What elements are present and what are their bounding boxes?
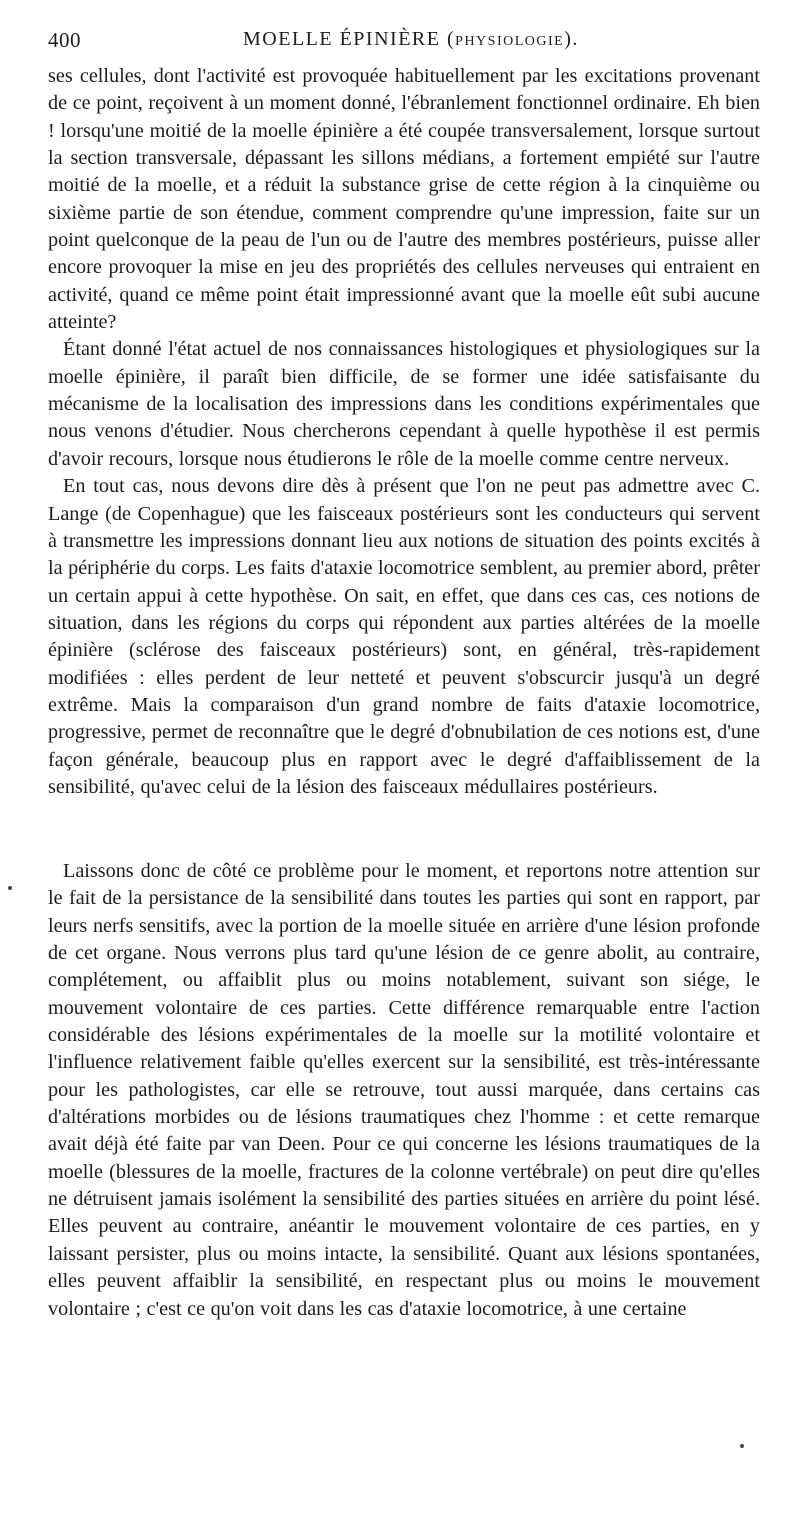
running-title-close: ). (564, 28, 579, 50)
paragraph-lange-hypothesis: En tout cas, nous devons dire dès à présent que l'on ne peut pas admettre avec C. Lange (de Copenhague) que les faisceaux postérieurs sont les conducteurs qui servent à transmettre les impressions donnant lieu aux notions de situation des points excités à la périphérie du corps. Les faits d'ataxie locomotrice semblent, au premier abord, prêter un certain appui à cette hypothèse. On sait, en effet, que dans ces cas, ces notions de situation, dans les régions du corps qui répondent aux parties altérées de la moelle épinière (sclérose des faisceaux postérieurs) sont, en général, très-rapidement modifiées : elles perdent de leur netteté et peuvent s'obscurcir jusqu'à un degré extrême. Mais la comparaison d'un grand nombre de faits d'ataxie locomotrice, progressive, permet de reconnaître que le degré d'obnubilation de ces notions est, d'une façon générale, beaucoup plus en rapport avec le degré d'affaiblissement de la sensibilité, qu'avec celui de la lésion des faisceaux médullaires postérieurs. (48, 475, 760, 798)
running-title-main: MOELLE ÉPINIÈRE (243, 28, 441, 50)
text-block-upper (48, 63, 760, 801)
running-header (48, 28, 748, 58)
margin-speck (8, 886, 12, 890)
running-title-open: ( (440, 28, 456, 50)
paragraph-sensibility-persistence: Laissons donc de côté ce problème pour le moment, et reportons notre attention sur le fait de la persistance de la sensibilité dans toutes les parties qui sont en rapport, par leurs nerfs sensitifs, avec la portion de la moelle située en arrière d'une lésion profonde de cet organe. Nous verrons plus tard qu'une lésion de ce genre abolit, au contraire, complétement, ou affaiblit plus ou moins notablement, suivant son siége, le mouvement volontaire de ces parties. Cette différence remarquable entre l'action considérable des lésions expérimentales de la moelle sur la motilité volontaire et l'influence relativement faible qu'elles exercent sur la sensibilité, est très-intéressante pour les pathologistes, car elle se retrouve, tout aussi marquée, dans certains cas d'altérations morbides ou de lésions traumatiques chez l'homme : et cette remarque avait déjà été faite par van Deen. Pour ce qui concerne les lésions traumatiques de la moelle (blessures de la moelle, fractures de la colonne vertébrale) on peut dire qu'elles ne détruisent jamais isolément la sensibilité des parties situées en arrière du point lésé. Elles peuvent au contraire, anéantir le mouvement volontaire de ces parties, en y laissant persister, plus ou moins intacte, la sensibilité. Quant aux lésions spontanées, elles peuvent affaiblir la sensibilité, en respectant plus ou moins le mouvement volontaire ; c'est ce qu'on voit dans les cas d'ataxie locomotrice, à une certaine (48, 860, 760, 1320)
paragraph-continuation: ses cellules, dont l'activité est provoquée habituellement par les excitations provenant de ce point, reçoivent à un moment donné, l'ébranlement fonctionnel ordinaire. Eh bien ! lorsqu'une moitié de la moelle épinière a été coupée transversalement, lorsque surtout la section transversale, dépassant les sillons médians, a fortement empiété sur l'autre moitié de la moelle, et a réduit la substance grise de cette région à la cinquième ou sixième partie de son étendue, comment comprendre qu'une impression, faite sur un point quelconque de la peau de l'un ou de l'autre des membres postérieurs, puisse aller encore provoquer la mise en jeu des propriétés des cellules nerveuses qui entraient en activité, quand ce même point était impressionné avant que la moelle eût subi aucune atteinte? (48, 65, 760, 334)
text-block-lower (48, 858, 760, 1323)
running-title (243, 28, 579, 51)
running-title-section: PHYSIOLOGIE (455, 34, 565, 49)
page-number: 400 (48, 28, 81, 52)
paragraph-localisation: Étant donné l'état actuel de nos connaissances histologiques et physiologiques sur la moelle épinière, il paraît bien difficile, de se former une idée satisfaisante du mécanisme de la localisation des impressions dans les conditions expérimentales que nous venons d'étudier. Nous chercherons cependant à quelle hypothèse il est permis d'avoir recours, lorsque nous étudierons le rôle de la moelle comme centre nerveux. (48, 338, 760, 470)
margin-speck (740, 1444, 744, 1448)
